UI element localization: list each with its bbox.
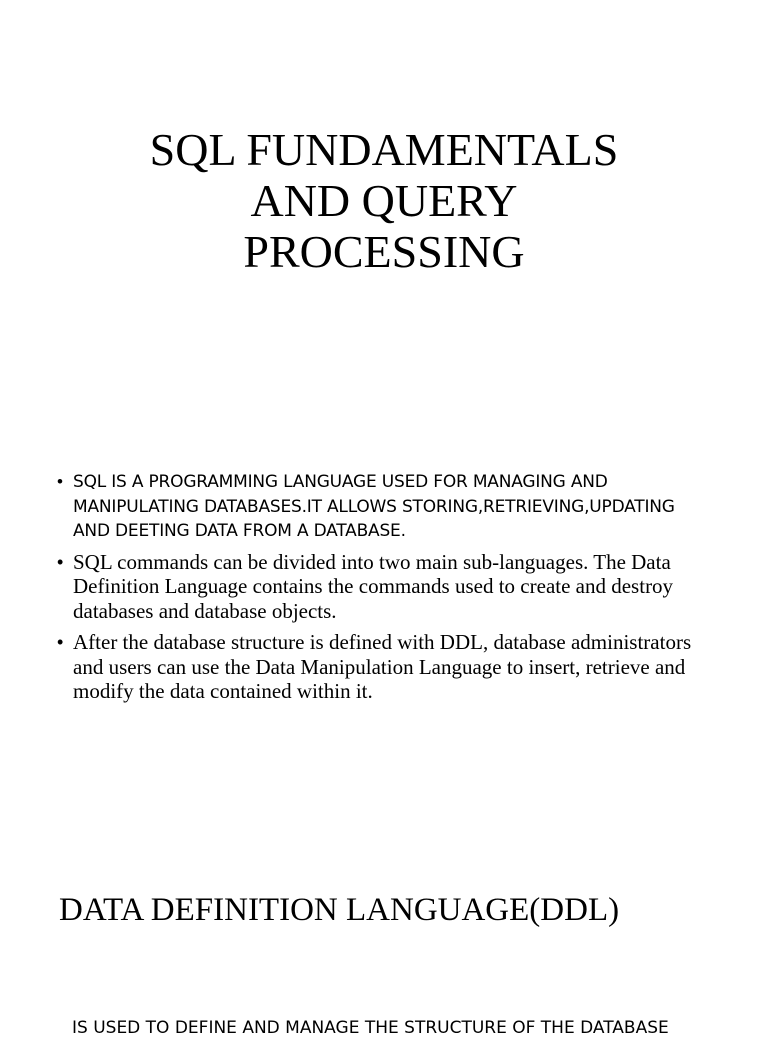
bullet-marker: • — [57, 551, 64, 572]
slide-title — [0, 124, 768, 277]
bullet-text: After the database structure is defined with DDL, database administrators and users can use the Data Manipulation Language to insert, retrieve and modify the data contained within it. — [73, 629, 692, 704]
bullet-item — [56, 550, 716, 624]
section-heading: DATA DEFINITION LANGUAGE(DDL) — [59, 892, 620, 928]
bullet-item — [56, 630, 716, 704]
slide-title-line: SQL FUNDAMENTALS — [149, 124, 619, 175]
slide-title-line: AND QUERY — [250, 175, 518, 226]
cutoff-text: IS USED TO DEFINE AND MANAGE THE STRUCTURE OF THE DATABASE — [72, 1018, 669, 1038]
slide-title-line: PROCESSING — [243, 226, 525, 277]
bullet-text: SQL commands can be divided into two main sub-languages. The Data Definition Language contains the commands used to create and destroy databases and database objects. — [73, 549, 674, 624]
bullet-text: SQL IS A PROGRAMMING LANGUAGE USED FOR MANAGING AND MANIPULATING DATABASES.IT ALLOWS STORING,RETRIEVING,UPDATING AND DEETING DATA FROM A DATABASE. — [73, 472, 675, 541]
bullet-marker: • — [57, 472, 63, 491]
bullet-list — [56, 470, 716, 710]
bullet-marker: • — [57, 631, 64, 652]
bullet-item — [56, 470, 716, 544]
